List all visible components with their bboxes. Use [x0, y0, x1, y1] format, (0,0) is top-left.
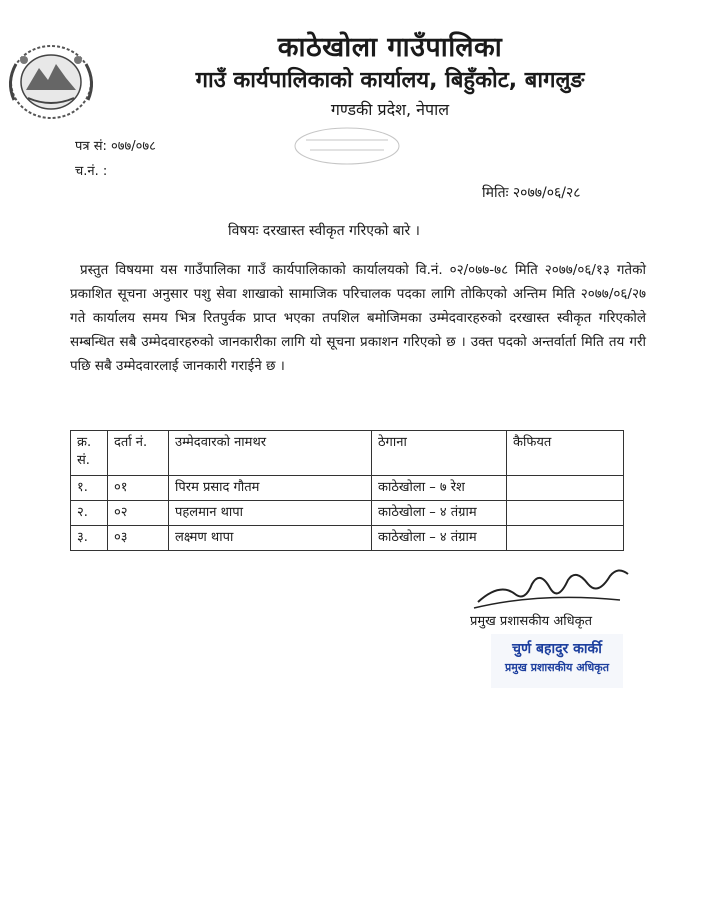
- col-name-header: उम्मेदवारको नामथर: [169, 431, 372, 476]
- table-row: [71, 501, 624, 526]
- letter-subject: विषयः दरखास्त स्वीकृत गरिएको बारे ।: [228, 223, 420, 239]
- signatory-designation: प्रमुख प्रशासकीय अधिकृत: [470, 614, 593, 629]
- table-header-row: [71, 431, 624, 476]
- col-address-header: ठेगाना: [372, 431, 507, 476]
- cell-registration: ०२: [108, 501, 169, 526]
- col-remarks-header: कैफियत: [507, 431, 624, 476]
- candidates-table: [70, 430, 624, 551]
- official-name-stamp: [491, 634, 623, 688]
- dispatch-number: च.नं. :: [75, 164, 108, 179]
- letterhead: [150, 30, 630, 122]
- cell-registration: ०१: [108, 476, 169, 501]
- cell-name: पहलमान थापा: [169, 501, 372, 526]
- nepal-government-emblem-icon: [4, 38, 98, 122]
- cell-registration: ०३: [108, 526, 169, 551]
- office-name: गाउँ कार्यपालिकाको कार्यालय, बिहुँकोट, बागलुङ: [195, 68, 585, 93]
- cell-serial: २.: [71, 501, 108, 526]
- stamp-officer-title: प्रमुख प्रशासकीय अधिकृत: [505, 661, 609, 674]
- cell-remarks: [507, 476, 624, 501]
- table-row: [71, 476, 624, 501]
- cell-name: पिरम प्रसाद गौतम: [169, 476, 372, 501]
- municipality-name: काठेखोला गाउँपालिका: [277, 32, 503, 63]
- letter-number: पत्र सं: ०७७/०७८: [75, 139, 156, 154]
- col-serial-header: क्र. सं.: [71, 431, 108, 476]
- cell-address: काठेखोला – ४ तंग्राम: [372, 501, 507, 526]
- cell-address: काठेखोला – ४ तंग्राम: [372, 526, 507, 551]
- cell-serial: १.: [71, 476, 108, 501]
- letter-body: प्रस्तुत विषयमा यस गाउँपालिका गाउँ कार्यपालिकाको कार्यालयको वि.नं. ०२/०७७-७८ मिति २०७७/०६/१३ गतेको प्रकाशित सूचना अनुसार पशु सेवा शाखाको सामाजिक परिचालक पदका लागि तोकिएको अन्तिम मिति २०७७/०६/२७ गते कार्यालय समय भित्र रितपुर्वक प्राप्त भएका तपशिल बमोजिमका उम्मेदवारहरुको दरखास्त स्वीकृत गरिएकोले सम्बन्धित सबै उम्मेदवारहरुको जानकारीका लागि यो सूचना प्रकाशन गरिएको छ । उक्त पदको अन्तर्वार्ता मिति तय गरी पछि सबै उम्मेदवारलाई जानकारी गराईने छ ।: [70, 262, 646, 374]
- faint-stamp-impression-icon: [292, 126, 402, 166]
- cell-serial: ३.: [71, 526, 108, 551]
- cell-remarks: [507, 501, 624, 526]
- cell-address: काठेखोला – ७ रेश: [372, 476, 507, 501]
- cell-name: लक्ष्मण थापा: [169, 526, 372, 551]
- letter-date: मितिः २०७७/०६/२८: [482, 185, 581, 201]
- province-name: गण्डकी प्रदेश, नेपाल: [330, 100, 450, 119]
- cell-remarks: [507, 526, 624, 551]
- col-registration-header: दर्ता नं.: [108, 431, 169, 476]
- table-row: [71, 526, 624, 551]
- stamp-officer-name: चुर्ण बहादुर कार्की: [512, 641, 602, 657]
